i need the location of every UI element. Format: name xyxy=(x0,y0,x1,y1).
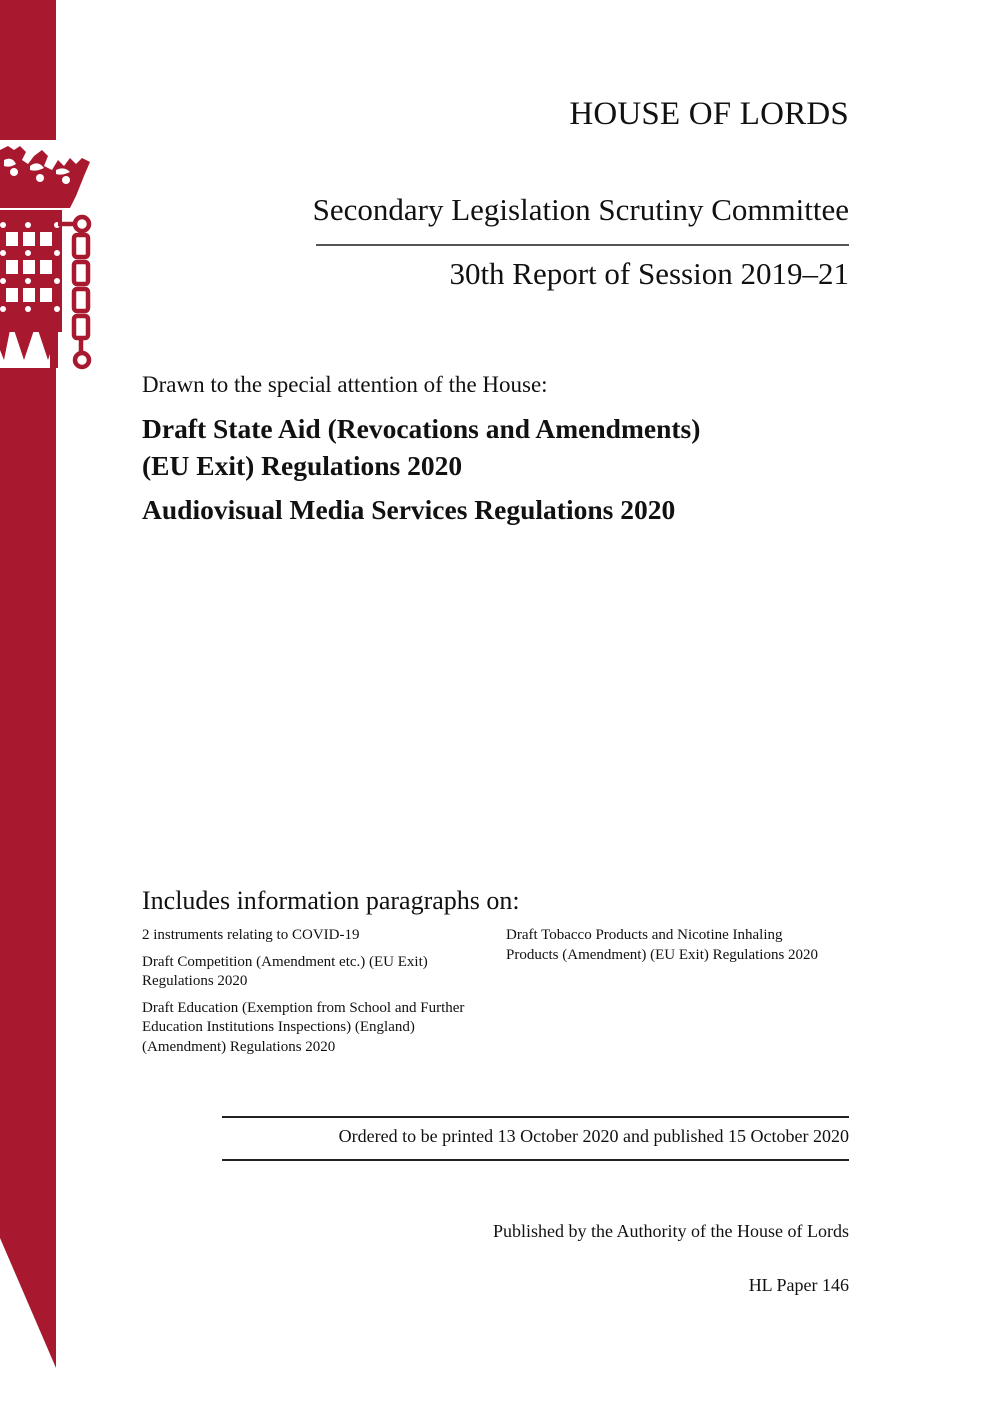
attention-label: Drawn to the special attention of the House: xyxy=(142,372,548,397)
ordered-printed-note: Ordered to be printed 13 October 2020 and published 15 October 2020 xyxy=(338,1126,849,1146)
brand-band-top xyxy=(0,0,56,140)
information-item: Draft Education (Exemption from School and Further Education Institutions Inspections) (England) (Amendment) Regulations 2020 xyxy=(142,999,465,1055)
report-title: 30th Report of Session 2019–21 xyxy=(449,256,849,291)
information-item: Draft Competition (Amendment etc.) (EU Exit) Regulations 2020 xyxy=(142,953,428,989)
instrument-2-line-1: Audiovisual Media Services Regulations 2020 xyxy=(142,494,676,525)
portcullis-crown-icon xyxy=(0,140,100,372)
information-label: Includes information paragraphs on: xyxy=(142,886,520,915)
instrument-1-line-1: Draft State Aid (Revocations and Amendments) xyxy=(142,413,701,444)
information-column-right xyxy=(506,926,836,972)
information-column-left xyxy=(142,926,487,1064)
footer-divider-top xyxy=(222,1116,849,1118)
instrument-1-line-2: (EU Exit) Regulations 2020 xyxy=(142,450,463,481)
paper-number: HL Paper 146 xyxy=(748,1275,849,1295)
footer-divider-bottom xyxy=(222,1159,849,1161)
house-title: HOUSE OF LORDS xyxy=(569,96,849,132)
information-item: Draft Tobacco Products and Nicotine Inhaling Products (Amendment) (EU Exit) Regulations 2020 xyxy=(506,927,819,963)
information-item: 2 instruments relating to COVID-19 xyxy=(142,927,360,943)
attention-instrument-1 xyxy=(142,410,700,484)
committee-divider xyxy=(316,244,849,246)
publisher-note: Published by the Authority of the House of Lords xyxy=(493,1221,849,1241)
brand-band-bottom xyxy=(0,368,56,1370)
attention-instrument-2 xyxy=(142,491,675,528)
committee-name: Secondary Legislation Scrutiny Committee xyxy=(312,192,849,227)
